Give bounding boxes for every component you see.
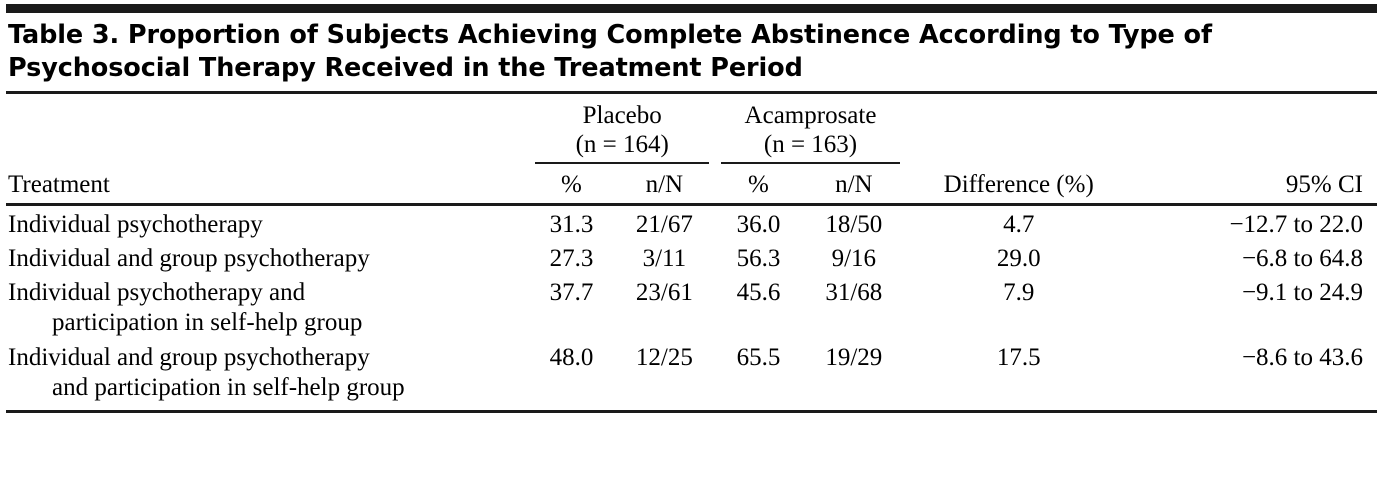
table-container [0, 4, 1383, 482]
group-header-acamprosate-name: Acamprosate [744, 102, 877, 130]
col-header-ci: 95% CI [1285, 171, 1363, 199]
cell-treatment-continued-text: and participation in self-help group [52, 374, 405, 402]
cell-empty [906, 308, 1132, 339]
group-header-acamprosate-n: (n = 163) [763, 130, 858, 158]
col-header-treatment: Treatment [8, 171, 110, 199]
cell-treatment: Individual and group psychotherapy [8, 344, 370, 372]
cell-treatment: Individual psychotherapy [8, 211, 263, 239]
cell-empty [614, 308, 716, 339]
cell-ci: −8.6 to 43.6 [1241, 344, 1363, 372]
cell-treatment-continued [6, 373, 529, 404]
cell-placebo-nn: 23/61 [635, 279, 693, 307]
group-header-ci-spacer [1132, 94, 1377, 159]
cell-difference: 17.5 [996, 344, 1041, 372]
col-header-acamprosate-pct: % [748, 171, 769, 199]
group-header-acamprosate [715, 94, 906, 159]
cell-difference: 4.7 [1003, 211, 1035, 239]
cell-ci: −9.1 to 24.9 [1241, 279, 1363, 307]
cell-placebo-nn: 21/67 [635, 211, 693, 239]
cell-empty [529, 308, 613, 339]
table-row [6, 274, 1377, 308]
cell-empty [1132, 373, 1377, 404]
cell-acamprosate-nn: 18/50 [825, 211, 883, 239]
group-header-placebo-name: Placebo [582, 102, 662, 130]
group-header-difference-spacer [906, 94, 1132, 159]
column-header-row [6, 164, 1377, 203]
table-row [6, 240, 1377, 274]
group-header-spacer [6, 94, 529, 159]
table-caption: Table 3. Proportion of Subjects Achieving Complete Abstinence According to Type of Psychosocial Therapy Received in the Treatment Period [8, 20, 1212, 84]
cell-acamprosate-nn: 9/16 [831, 245, 877, 273]
cell-placebo-pct: 27.3 [549, 245, 594, 273]
table-row [6, 339, 1377, 373]
col-header-placebo-pct: % [561, 171, 582, 199]
cell-treatment-continued [6, 308, 529, 339]
group-header-row [6, 94, 1377, 159]
cell-treatment: Individual psychotherapy and [8, 279, 306, 307]
col-header-acamprosate-nn: n/N [835, 171, 873, 199]
cell-empty [529, 373, 613, 404]
cell-difference: 29.0 [996, 245, 1041, 273]
cell-empty [802, 308, 906, 339]
table-row-continuation [6, 308, 1377, 339]
cell-ci: −6.8 to 64.8 [1241, 245, 1363, 273]
data-table [6, 94, 1377, 404]
cell-acamprosate-nn: 31/68 [825, 279, 883, 307]
cell-empty [906, 373, 1132, 404]
group-header-placebo [529, 94, 715, 159]
table-row-continuation [6, 373, 1377, 404]
cell-acamprosate-pct: 36.0 [736, 211, 781, 239]
cell-acamprosate-nn: 19/29 [825, 344, 883, 372]
cell-empty [802, 373, 906, 404]
bottom-rule [6, 410, 1377, 413]
top-rule [6, 4, 1377, 13]
cell-ci: −12.7 to 22.0 [1229, 211, 1363, 239]
table-row [6, 206, 1377, 240]
cell-placebo-pct: 31.3 [549, 211, 594, 239]
cell-difference: 7.9 [1003, 279, 1035, 307]
cell-acamprosate-pct: 56.3 [736, 245, 781, 273]
cell-treatment: Individual and group psychotherapy [8, 245, 370, 273]
cell-empty [715, 373, 802, 404]
cell-placebo-nn: 12/25 [635, 344, 693, 372]
cell-placebo-pct: 37.7 [549, 279, 594, 307]
cell-empty [614, 373, 716, 404]
cell-placebo-nn: 3/11 [642, 245, 687, 273]
cell-placebo-pct: 48.0 [549, 344, 594, 372]
cell-acamprosate-pct: 65.5 [736, 344, 781, 372]
col-header-placebo-nn: n/N [645, 171, 684, 199]
cell-acamprosate-pct: 45.6 [736, 279, 781, 307]
cell-empty [715, 308, 802, 339]
group-header-placebo-n: (n = 164) [575, 130, 669, 158]
col-header-difference: Difference (%) [943, 171, 1094, 199]
cell-empty [1132, 308, 1377, 339]
cell-treatment-continued-text: participation in self-help group [52, 309, 363, 337]
